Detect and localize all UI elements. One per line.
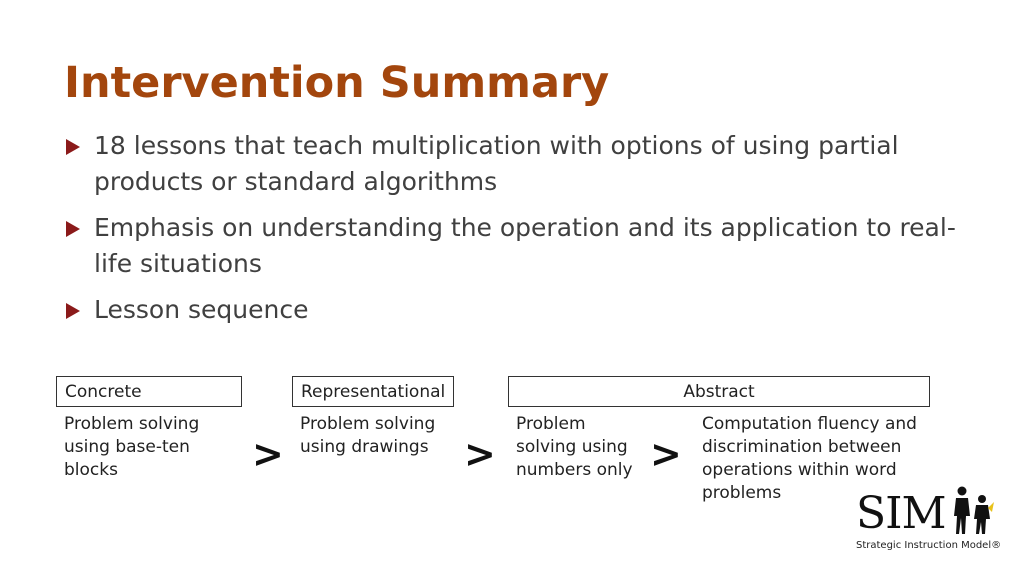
bullet-item [64,210,984,282]
sequence-arrow: > [464,432,496,476]
abstract-description-numbers: Problem solving using numbers only [516,414,633,480]
representational-description: Problem solving using drawings [300,414,436,457]
bullet-text: 18 lessons that teach multiplication with options of using partial products or standard algorithms [94,131,899,196]
abstract-description-fluency: Computation fluency and discrimination between operations within word problems [702,414,917,503]
bullet-list [64,128,984,338]
abstract-header: Abstract [508,376,930,407]
triangle-bullet-icon [66,303,80,319]
bullet-text: Emphasis on understanding the operation and its application to real-life situations [94,213,956,278]
triangle-bullet-icon [66,139,80,155]
bullet-item [64,128,984,200]
sequence-arrow: > [650,432,682,476]
concrete-description: Problem solving using base-ten blocks [64,414,200,480]
concrete-header: Concrete [56,376,242,407]
representational-header: Representational [292,376,454,407]
logo-text: SIM [856,488,946,539]
sequence-arrow: > [252,432,284,476]
slide-title: Intervention Summary [64,58,610,108]
triangle-bullet-icon [66,221,80,237]
sim-logo [852,486,1002,556]
bullet-text: Lesson sequence [94,295,309,324]
bullet-item [64,292,984,328]
people-figures-icon [952,486,996,536]
logo-tagline: Strategic Instruction Model® [856,540,1002,551]
